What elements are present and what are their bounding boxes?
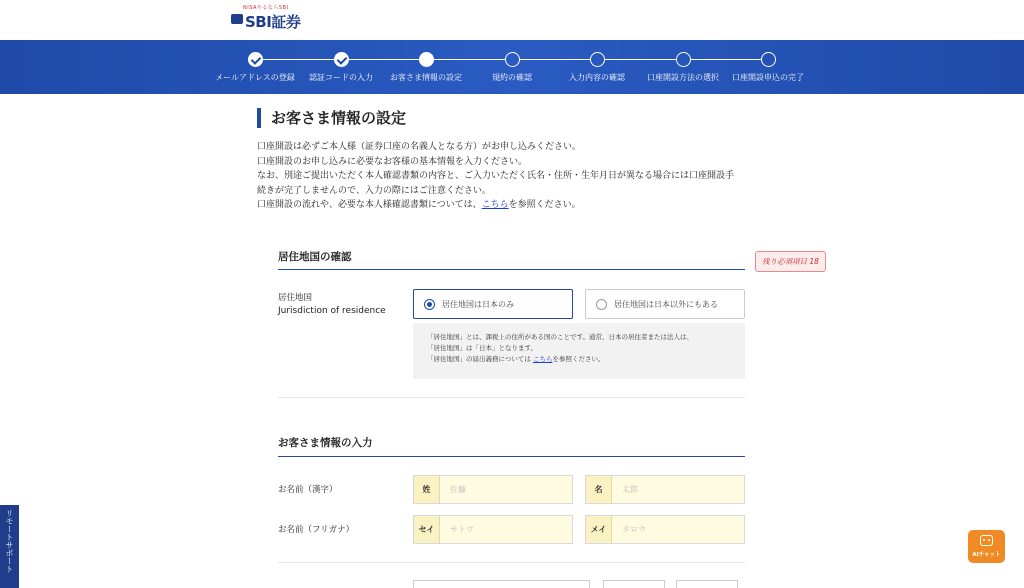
note-line: 「居住地国」とは、課税上の住所がある国のことです。通常、日本の居住者または法人は、	[427, 333, 693, 341]
note-line	[427, 354, 731, 365]
last-name-kana-prefix: セイ	[414, 516, 440, 543]
radio-unselected-icon[interactable]	[596, 299, 607, 310]
intro-text	[257, 140, 777, 213]
step-label: 認証コードの入力	[309, 73, 373, 82]
residence-label-en: Jurisdiction of residence	[278, 306, 386, 316]
section-underline	[278, 269, 745, 270]
account-flow-link[interactable]: こちら	[481, 200, 509, 210]
section-divider	[278, 397, 745, 398]
site-header	[0, 0, 1024, 40]
intro-line: なお、別途ご提出いただく本人確認書類の内容と、ご入力いただく氏名・住所・生年月日が異なる場合には口座開設手	[257, 171, 735, 181]
robot-icon	[980, 535, 993, 546]
step-label: メールアドレスの登録	[215, 73, 295, 82]
remote-support-tab[interactable]: リモートサポート	[0, 505, 19, 588]
step-label: 口座開設申込の完了	[732, 73, 804, 82]
step-5-circle-icon	[590, 52, 605, 67]
first-name-kana-field[interactable]	[585, 515, 745, 544]
logo-tagline: NISAやるならSBI	[243, 5, 289, 11]
section-underline	[278, 456, 745, 457]
last-name-field[interactable]	[413, 475, 573, 504]
logo-text: SBI証券	[245, 13, 301, 31]
residence-option-japan[interactable]	[413, 289, 573, 319]
residence-option-other-label: 居住地国は日本以外にもある	[614, 300, 718, 309]
step-2-check-icon	[334, 52, 349, 67]
residence-section-title: 居住地国の確認	[278, 251, 352, 263]
residence-note	[413, 323, 745, 379]
step-connector	[690, 59, 761, 60]
step-label: 規約の確認	[492, 73, 532, 82]
step-3-circle-icon	[419, 52, 434, 67]
intro-line: 口座開設のお申し込みに必要なお客様の基本情報を入力ください。	[257, 156, 528, 167]
step-connector	[604, 59, 676, 60]
note-text-before-link: 「居住地国」の届出義務については	[427, 355, 533, 363]
remaining-required-badge: 残り必須項目 18	[755, 251, 826, 272]
page-title-block	[257, 108, 406, 128]
ai-chat-label: AIチャット	[972, 552, 1001, 558]
step-4-circle-icon	[505, 52, 520, 67]
step-6-circle-icon	[676, 52, 691, 67]
partial-input-field[interactable]	[603, 580, 665, 588]
ai-chat-button[interactable]	[968, 530, 1005, 563]
section-divider	[278, 562, 745, 563]
name-kanji-label: お名前（漢字）	[278, 485, 338, 495]
last-name-kana-field[interactable]	[413, 515, 573, 544]
step-label: お客さま情報の設定	[390, 73, 462, 82]
progress-stepper	[0, 40, 1024, 94]
residence-label-ja: 居住地国	[278, 293, 313, 303]
first-name-input[interactable]: 太郎	[622, 485, 638, 494]
name-kana-label: お名前（フリガナ）	[278, 525, 355, 535]
intro-line: 続きが完了しませんので、入力の際にはご注意ください。	[257, 185, 491, 196]
partial-input-field[interactable]	[676, 580, 738, 588]
page-title: お客さま情報の設定	[271, 109, 407, 127]
residence-label	[278, 292, 386, 318]
partial-select-field[interactable]	[413, 580, 590, 588]
step-connector	[262, 59, 334, 60]
step-connector	[433, 59, 505, 60]
sbi-logo[interactable]	[231, 4, 301, 32]
note-text-after-link: を参照ください。	[552, 355, 605, 363]
residence-option-other[interactable]	[585, 289, 745, 319]
first-name-field[interactable]	[585, 475, 745, 504]
step-1-check-icon	[248, 52, 263, 67]
first-name-prefix: 名	[586, 476, 612, 503]
step-label: 入力内容の確認	[569, 73, 625, 82]
first-name-kana-prefix: メイ	[586, 516, 612, 543]
step-label: 口座開設方法の選択	[647, 73, 719, 82]
note-line: 「居住地国」は「日本」となります。	[427, 344, 537, 352]
step-7-circle-icon	[761, 52, 776, 67]
residence-duty-link[interactable]: こちら	[532, 355, 553, 363]
intro-text-after-link: を参照ください。	[508, 200, 581, 210]
radio-selected-icon[interactable]	[424, 299, 435, 310]
intro-text-before-link: 口座開設の流れや、必要な本人様確認書類については、	[257, 200, 482, 210]
first-name-kana-input[interactable]: タロウ	[622, 525, 646, 534]
residence-option-japan-label: 居住地国は日本のみ	[442, 300, 514, 309]
intro-line	[257, 198, 777, 213]
last-name-prefix: 姓	[414, 476, 440, 503]
step-connector	[519, 59, 590, 60]
intro-line: 口座開設は必ずご本人様（証券口座の名義人となる方）がお申し込みください。	[257, 142, 582, 152]
customer-section-title: お客さま情報の入力	[278, 437, 373, 449]
step-connector	[348, 59, 419, 60]
logo-mark-icon	[231, 14, 243, 24]
last-name-input[interactable]: 佐藤	[450, 485, 466, 494]
last-name-kana-input[interactable]: サトウ	[450, 525, 474, 534]
